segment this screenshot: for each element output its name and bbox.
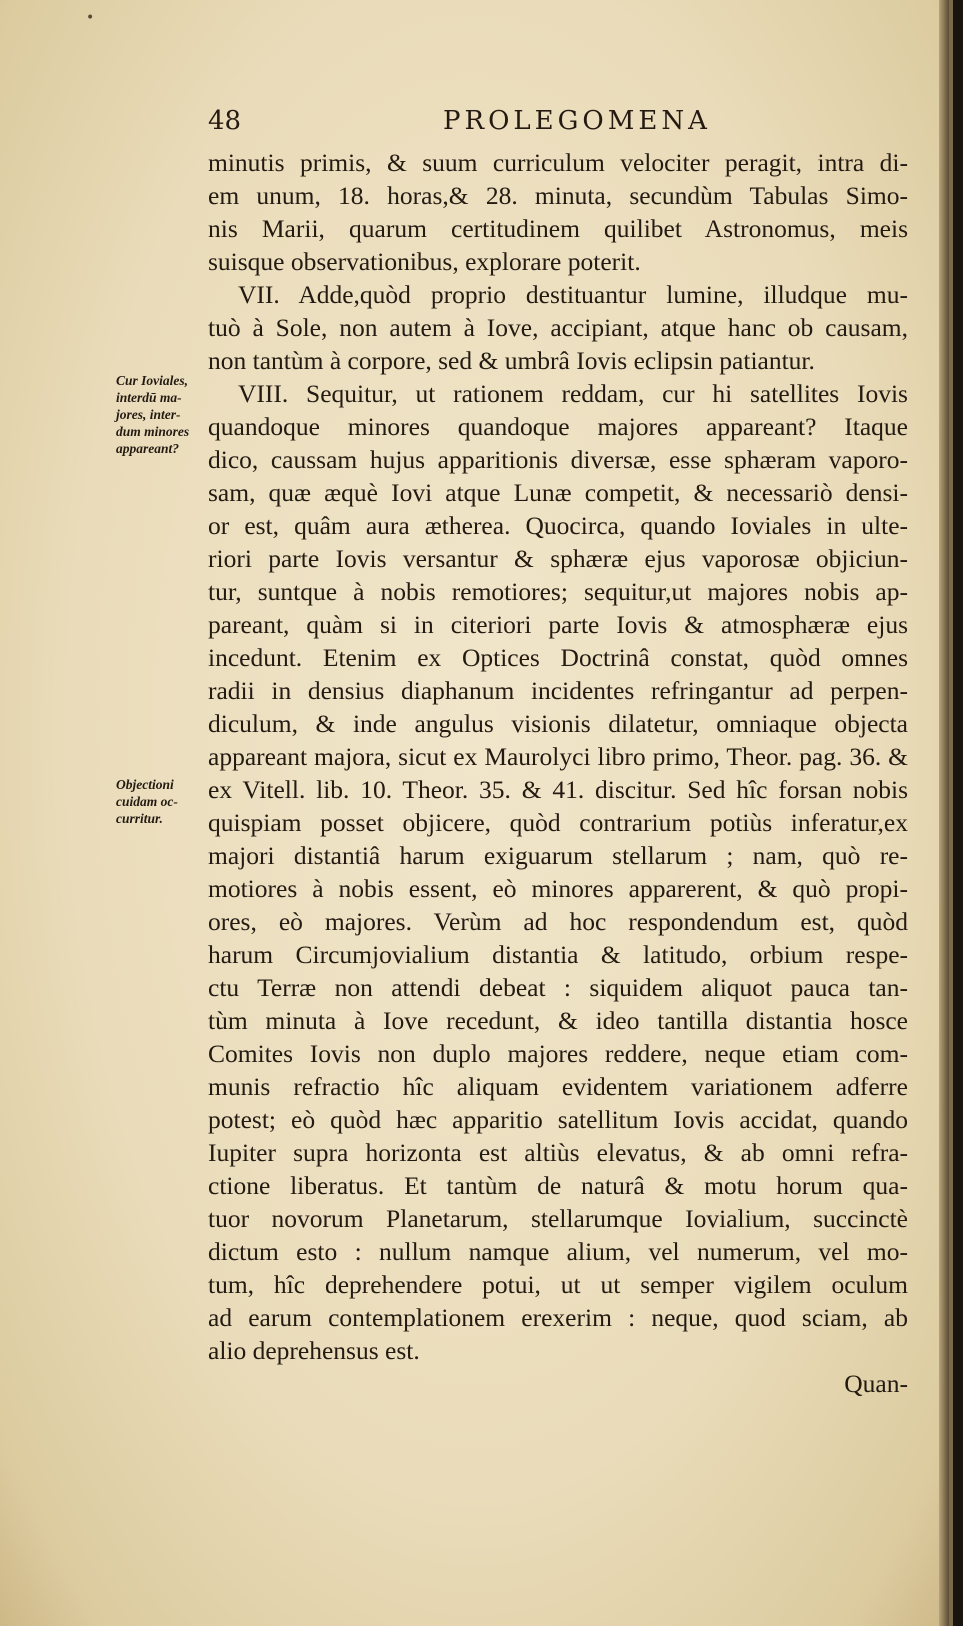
text-line: tùm minuta à Iove recedunt, & ideo tantilla distantia hosce xyxy=(208,1006,908,1035)
text-line: VIII. Sequitur, ut rationem reddam, cur hi satellites Iovis xyxy=(238,379,908,408)
text-line: ctione liberatus. Et tantùm de naturâ & motu horum qua- xyxy=(208,1171,908,1200)
marginal-note-ioviales xyxy=(116,372,208,457)
text-line: alio deprehensus est. xyxy=(208,1336,420,1365)
text-line: quispiam posset objicere, quòd contrarium potiùs inferatur,ex xyxy=(208,808,908,837)
text-line: Comites Iovis non duplo majores reddere, neque etiam com- xyxy=(208,1039,908,1068)
text-line: suisque observationibus, explorare poterit. xyxy=(208,247,641,276)
text-line: pareant, quàm si in citeriori parte Iovis & atmosphæræ ejus xyxy=(208,610,908,639)
text-line: non tantùm à corpore, sed & umbrâ Iovis eclipsin patiantur. xyxy=(208,346,815,375)
text-line: em unum, 18. horas,& 28. minuta, secundùm Tabulas Simo- xyxy=(208,181,908,210)
text-line: potest; eò quòd hæc apparitio satellitum Iovis accidat, quando xyxy=(208,1105,908,1134)
marginal-line: dum minores xyxy=(116,424,190,439)
text-line: munis refractio hîc aliquam evidentem variationem adferre xyxy=(208,1072,908,1101)
text-line: diculum, & inde angulus visionis dilatetur, omniaque objecta xyxy=(208,709,908,738)
text-line: ad earum contemplationem erexerim : neque, quod sciam, ab xyxy=(208,1303,908,1332)
marginal-note-objectioni xyxy=(116,776,208,827)
marginal-line: Cur Ioviales, xyxy=(116,373,189,388)
specks: • xyxy=(86,10,95,26)
text-line: tur, suntque à nobis remotiores; sequitur,ut majores nobis ap- xyxy=(208,577,908,606)
text-line: Iupiter supra horizonta est altiùs elevatus, & ab omni refra- xyxy=(208,1138,908,1167)
text-line: appareant majora, sicut ex Maurolyci libro primo, Theor. pag. 36. & xyxy=(208,742,908,771)
catchword: Quan- xyxy=(844,1369,908,1398)
text-line: nis Marii, quarum certitudinem quilibet Astronomus, meis xyxy=(208,214,908,243)
marginal-line: interdū ma- xyxy=(116,390,182,405)
main-text xyxy=(208,146,908,1400)
text-line: or est, quâm aura ætherea. Quocirca, quando Ioviales in ulte- xyxy=(208,511,908,540)
text-line: sam, quæ æquè Iovi atque Lunæ competit, & necessariò densi- xyxy=(208,478,908,507)
page-header xyxy=(208,106,908,142)
text-line: harum Circumjovialium distantia & latitudo, orbium respe- xyxy=(208,940,908,969)
running-title: PROLEGOMENA xyxy=(443,106,711,136)
marginal-line: Objectioni xyxy=(116,777,174,792)
text-line: incedunt. Etenim ex Optices Doctrinâ constat, quòd omnes xyxy=(208,643,908,672)
text-line: VII. Adde,quòd proprio destituantur lumine, illudque mu- xyxy=(238,280,908,309)
text-line: dico, caussam hujus apparitionis diversæ, esse sphæram vaporo- xyxy=(208,445,908,474)
text-line: minutis primis, & suum curriculum velociter peragit, intra di- xyxy=(208,148,908,177)
text-line: dictum esto : nullum namque alium, vel numerum, vel mo- xyxy=(208,1237,908,1266)
text-line: tum, hîc deprehendere potui, ut ut semper vigilem oculum xyxy=(208,1270,908,1299)
text-line: quandoque minores quandoque majores appareant? Itaque xyxy=(208,412,908,441)
text-line: ctu Terræ non attendi debeat : siquidem aliquot pauca tan- xyxy=(208,973,908,1002)
text-line: radii in densius diaphanum incidentes refringantur ad perpen- xyxy=(208,676,908,705)
text-line: riori parte Iovis versantur & sphæræ ejus vaporosæ objiciun- xyxy=(208,544,908,573)
page-edge xyxy=(939,0,949,1626)
marginal-line: cuidam oc- xyxy=(116,794,178,809)
page-number: 48 xyxy=(208,106,242,136)
text-line: ores, eò majores. Verùm ad hoc respondendum est, quòd xyxy=(208,907,908,936)
text-line: tuò à Sole, non autem à Iove, accipiant, atque hanc ob causam, xyxy=(208,313,908,342)
text-line: motiores à nobis essent, eò minores apparerent, & quò propi- xyxy=(208,874,908,903)
marginal-line: jores, inter- xyxy=(116,407,181,422)
marginal-line: appareant? xyxy=(116,441,180,456)
marginal-line: curritur. xyxy=(116,811,163,826)
text-line: ex Vitell. lib. 10. Theor. 35. & 41. discitur. Sed hîc forsan nobis xyxy=(208,775,908,804)
text-line: tuor novorum Planetarum, stellarumque Iovialium, succinctè xyxy=(208,1204,908,1233)
text-line: majori distantiâ harum exiguarum stellarum ; nam, quò re- xyxy=(208,841,908,870)
